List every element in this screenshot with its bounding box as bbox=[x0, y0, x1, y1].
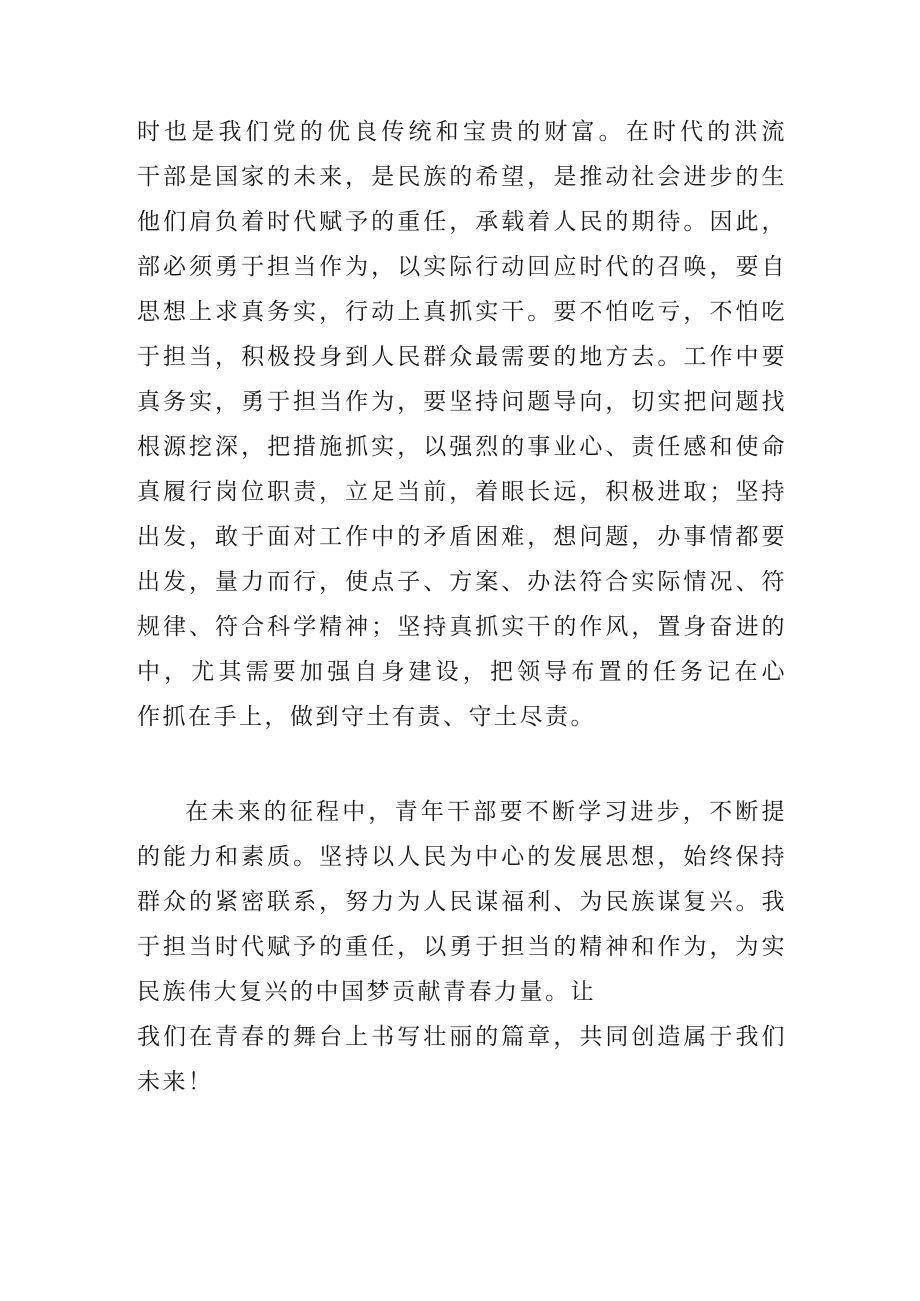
text-line: 真务实，勇于担当作为，要坚持问题导向，切实把问题找 bbox=[137, 389, 787, 415]
text-line: 中，尤其需要加强自身建设，把领导布置的任务记在心 bbox=[137, 659, 787, 685]
text-line: 在未来的征程中，青年干部要不断学习进步，不断提 bbox=[185, 799, 787, 825]
text-line: 规律、符合科学精神；坚持真抓实干的作风，置身奋进的 bbox=[137, 614, 787, 640]
text-line: 他们肩负着时代赋予的重任，承载着人民的期待。因此， bbox=[137, 209, 787, 235]
text-line: 出发，量力而行，使点子、方案、办法符合实际情况、符 bbox=[137, 569, 787, 595]
text-line: 作抓在手上，做到守土有责、守土尽责。 bbox=[137, 704, 596, 730]
body-paragraph-2 bbox=[137, 790, 787, 1105]
text-line: 我们在青春的舞台上书写壮丽的篇章，共同创造属于我们 bbox=[137, 1024, 787, 1050]
text-line: 时也是我们党的优良传统和宝贵的财富。在时代的洪流 bbox=[137, 119, 787, 145]
text-line: 干部是国家的未来，是民族的希望，是推动社会进步的生 bbox=[137, 164, 787, 190]
text-line: 部必须勇于担当作为，以实际行动回应时代的召唤，要自 bbox=[137, 254, 787, 280]
text-line: 的能力和素质。坚持以人民为中心的发展思想，始终保持 bbox=[137, 844, 787, 870]
text-line: 于担当，积极投身到人民群众最需要的地方去。工作中要 bbox=[137, 344, 787, 370]
text-line: 未来！ bbox=[137, 1069, 214, 1095]
text-line: 于担当时代赋予的重任，以勇于担当的精神和作为，为实 bbox=[137, 934, 787, 960]
text-line: 真履行岗位职责，立足当前，着眼长远，积极进取；坚持 bbox=[137, 479, 787, 505]
text-line: 思想上求真务实，行动上真抓实干。要不怕吃亏，不怕吃 bbox=[137, 299, 787, 325]
text-line: 根源挖深，把措施抓实，以强烈的事业心、责任感和使命 bbox=[137, 434, 787, 460]
body-paragraph-1 bbox=[137, 110, 787, 740]
text-line: 民族伟大复兴的中国梦贡献青春力量。让 bbox=[137, 979, 596, 1005]
text-line: 出发，敢于面对工作中的矛盾困难，想问题，办事情都要 bbox=[137, 524, 787, 550]
text-line: 群众的紧密联系，努力为人民谋福利、为民族谋复兴。我 bbox=[137, 889, 787, 915]
